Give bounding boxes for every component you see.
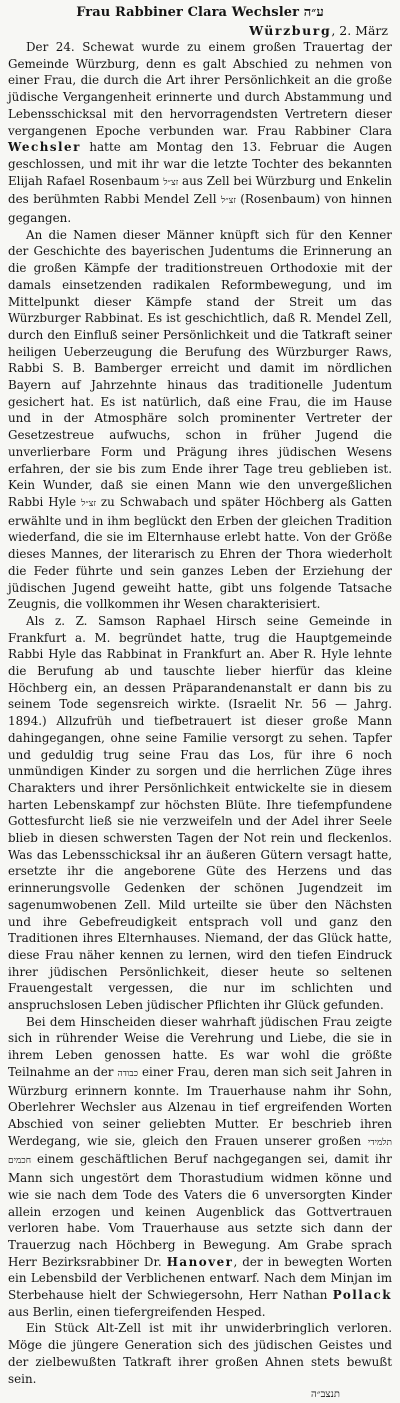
dateline-date: 2. März (339, 23, 388, 38)
p4-text-c: einem geschäftlichen Beruf nachgegangen sei, damit ihr Mann sich ungestört dem Thorastudium widmen könne und wie sie nach dem Tode des Vaters die 6 unversorgten Kinder allein erzogen und keinen Augenblick das Gottvertrauen verloren habe. Vom Trauerhause aus setzte sich dann der Trauerzug nach Höchberg in Bewegung. Am Grabe sprach Herr Bezirksrabbiner Dr. (8, 1152, 392, 1269)
p2-text-a: An die Namen dieser Männer knüpft sich für den Kenner der Geschichte des bayerischen Judentums die Erinnerung an die großen Kämpfe der traditionstreuen Orthodoxie mit der damals einsetzenden radikalen Reformbewegung, und im Mittelpunkt dieser Kämpfe stand der Streit um das Würzburger Rabbinat. Es ist geschichtlich, daß R. Mendel Zell, durch den Einfluß seiner Persönlichkeit und die Tatkraft seiner heiligen Ueberzeugung die Berufung des Würzburger Raws, Rabbi S. B. Bamberger erreicht und damit im nördlichen Bayern auf Jahrzehnte hinaus das traditionelle Judentum gesichert hat. Es ist natürlich, daß eine Frau, die im Hause und in der Atmosphäre solch prominenter Vertreter der Gesetzestreue aufwuchs, schon in früher Jugend die unverlierbare Form und Prägung ihres jüdischen Wesens erfahren, der sie bis zum Ende ihrer Tage treu geblieben ist. Kein Wunder, daß sie einen Mann wie den unvergeßlichen Rabbi Hyle (8, 227, 392, 509)
headline-title: Frau Rabbiner Clara Wechsler (76, 5, 300, 20)
p1-text-d: (Rosenbaum) von hinnen gegangen. (8, 192, 392, 226)
p4-text-b: einer Frau, deren man sich seit Jahren in Würzburg erinnern konnte. Im Trauerhause nahm ihr Sohn, Oberlehrer Wechsler aus Alzenau in tief ergreifenden Worten Abschied von seiner geliebten Mutter. Er beschrieb ihren Werdegang, wie sie, gleich den Frauen unserer großen (8, 1064, 393, 1148)
paragraph-1 (8, 39, 392, 227)
p2-text-b: zu Schwabach und später Höchberg als Gatten erwählte und in ihm beglückt den Erben der gleichen Tradition wiederfand, die sie im Elternhause erlebt hatte. Von der Größe dieses Mannes, der literarisch zu Ehren der Thora wiederholt die Feder führte und sein ganzes Leben der Erziehung der jüdischen Jugend geweiht hatte, gibt uns folgende Tatsache Zeugnis, die vollkommen ihr Wesen charakterisiert. (8, 494, 392, 612)
p4-text-e: aus Berlin, einen tiefergreifenden Hesped. (8, 1304, 266, 1319)
paragraph-2 (8, 227, 392, 613)
paragraph-5: Ein Stück Alt-Zell ist mit ihr unwiderbringlich verloren. Möge die jüngere Generation sich des jüdischen Geistes und der zielbewußten Tatkraft ihrer großen Ahnen stets bewußt sein. (8, 1321, 392, 1386)
headline-hebrew: ע״ה (303, 5, 324, 20)
p1-hebrew-a: זצ״ל (163, 177, 179, 188)
p4-name-pollack: Pollack (332, 1288, 392, 1303)
p4-text-a: Bei dem Hinscheiden dieser wahrhaft jüdischen Frau zeigte sich in rührender Weise die Verehrung und Liebe, die sie in ihrem Leben genossen hatte. Es war wohl die größte Teilnahme an der (8, 1014, 392, 1079)
closing-hebrew: תנצב״ה (311, 1389, 340, 1401)
paragraph-4 (8, 1014, 392, 1321)
p4-hebrew-a: כבודה (117, 1068, 138, 1079)
p1-text-c: aus Zell bei Würzburg und Enkelin des berühmten Rabbi Mendel Zell (8, 173, 392, 207)
p4-hebrew-b: תלמידי חכמים (8, 1137, 392, 1167)
p1-hebrew-b: זצ״ל (220, 196, 236, 207)
paragraph-3: Als z. Z. Samson Raphael Hirsch seine Gemeinde in Frankfurt a. M. begründet hatte, trug die Hauptgemeinde Rabbi Hyle das Rabbinat in Frankfurt an. Aber R. Hyle lehnte die Berufung ab und tauschte lieber hierfür das kleine Höchberg ein, an dessen Präparandenanstalt er dann bis zu seinem Tode segensreich wirkte. (Israelit Nr. 56 — Jahrg. 1894.) Allzufrüh und tiefbetrauert ist dieser große Mann dahingegangen, ohne seine Familie versorgt zu sehen. Tapfer und geduldig trug seine Frau das Los, für ihre 6 noch unmündigen Kinder zu sorgen und die herrlichen Züge ihres Charakters und ihrer Persönlichkeit entwickelte sie in diesem harten Lebenskampf zur höchsten Blüte. Ihre tiefempfundene Gottesfurcht ließ sie nie verzweifeln und der Adel ihrer Seele blieb in diesen schwersten Tagen der Not rein und fleckenlos. Was das Lebensschicksal ihr an äußeren Gütern versagt hatte, ersetzte ihr die angeborene Güte des Herzens und das erinnerungsvolle Gedenken der schönen Jugendzeit im sagenumwobenen Zell. Mild urteilte sie über den Nächsten und ihre Gebefreudigkeit entsprach voll und ganz den Traditionen ihres Elternhauses. Niemand, der das Glück hatte, diese Frau näher kennen zu lernen, wird den tiefen Eindruck ihrer jüdischen Persönlichkeit, dieser heute so seltenen Frauengestalt vergessen, die nur im schlichten und anspruchslosen Leben jüdischer Pflichten ihr Glück gefunden. (8, 613, 392, 1013)
p1-text-a: Der 24. Schewat wurde zu einem großen Trauertag der Gemeinde Würzburg, denn es galt Abschied zu nehmen von einer Frau, die durch die Art ihrer Persönlichkeit an die große jüdische Vergangenheit erinnerte und durch Abstammung und Lebensschicksal mit den hervorragendsten Vertretern dieser vergangenen Epoche verbunden war. Frau Rabbiner Clara (8, 40, 392, 138)
dateline-place: Würzburg (249, 23, 332, 38)
p1-name-wechsler: Wechsler (8, 140, 81, 155)
p2-hebrew: זצ״ל (81, 498, 96, 509)
p4-text-d: , der in bewegten Worten ein Lebensbild der Verblichenen entwarf. Nach dem Minjan im Sterbehause hielt der Schwiegersohn, Herr Nathan (8, 1254, 392, 1303)
article-headline (8, 4, 392, 22)
p1-text-b: hatte am Montag den 13. Februar die Augen geschlossen, und mit ihr war die letzte Tochter des bekannten Elijah Rafael Rosenbaum (8, 140, 392, 188)
p4-name-hanover: Hanover (166, 1254, 234, 1269)
dateline: Würzburg, 2. März (249, 23, 388, 38)
